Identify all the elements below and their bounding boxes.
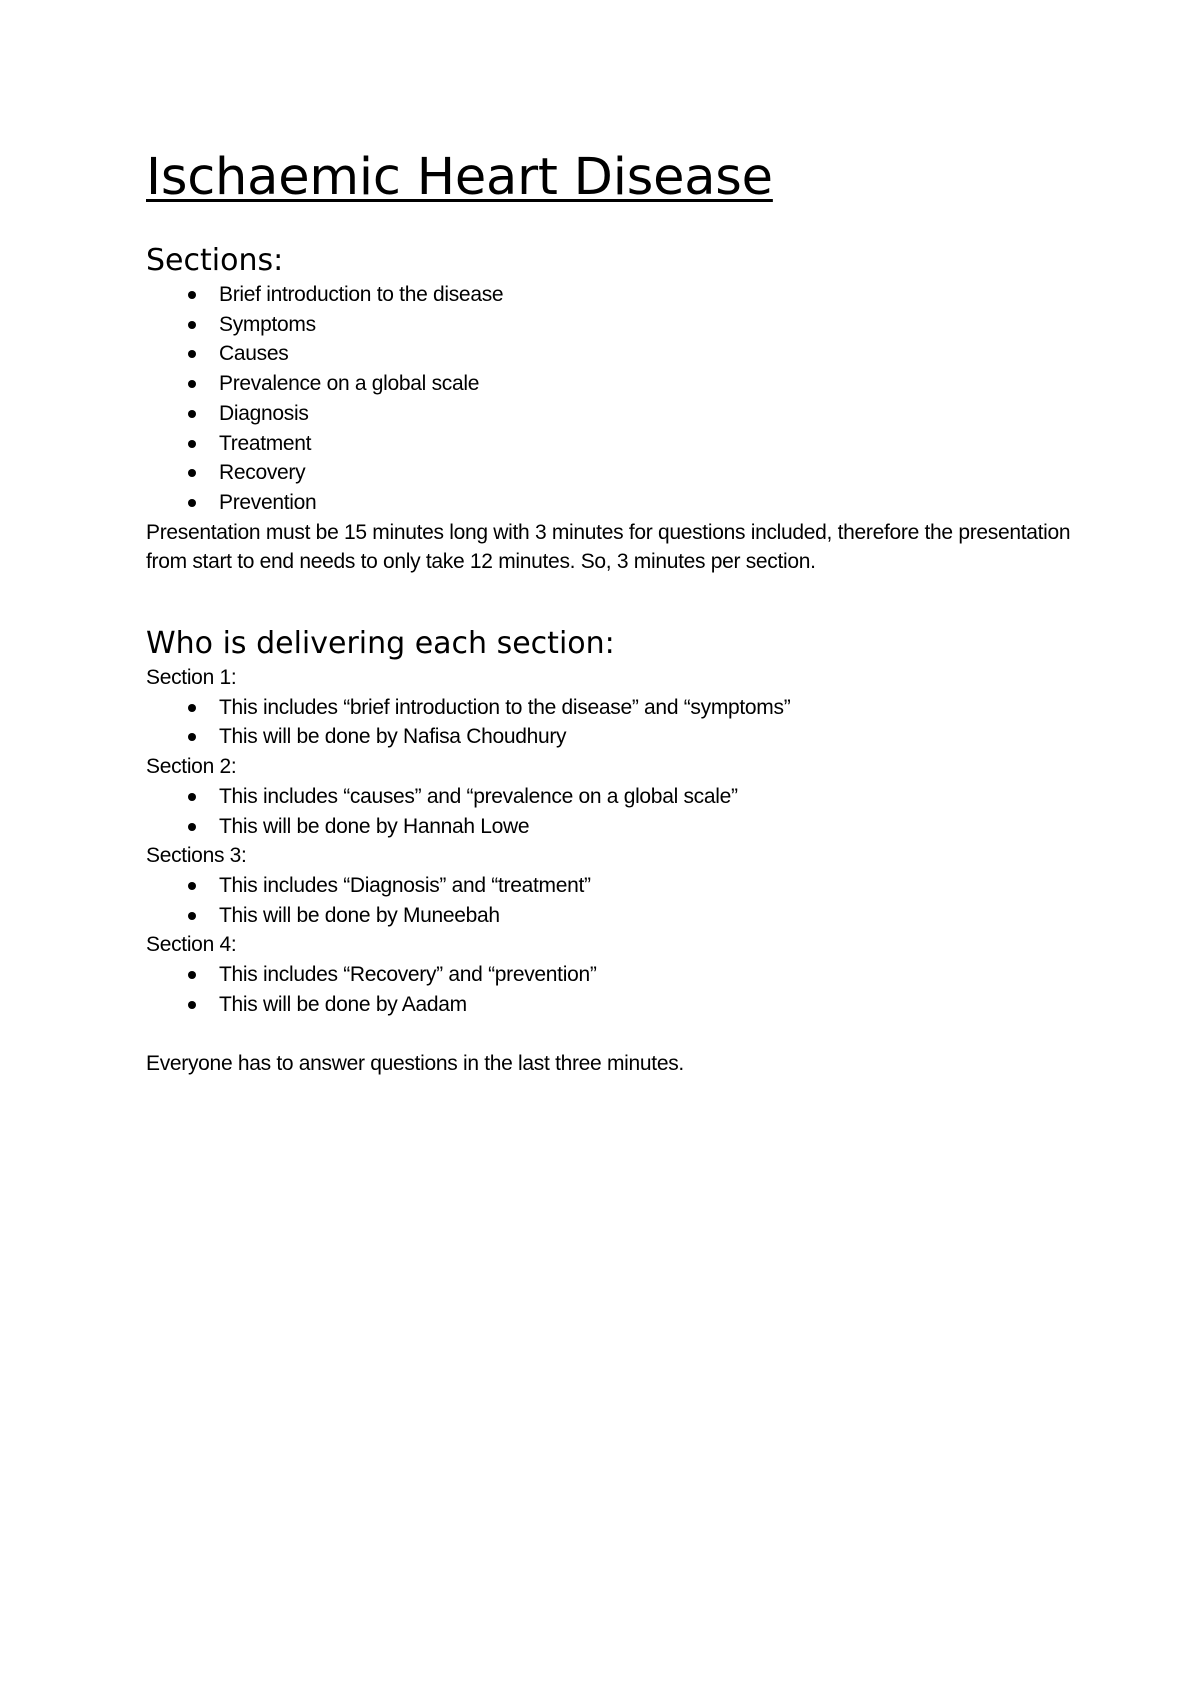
list-item <box>146 960 1076 990</box>
bullet-icon <box>188 469 196 477</box>
list-item <box>146 280 1076 310</box>
section-2-list <box>146 782 1076 841</box>
document-title: Ischaemic Heart Disease <box>146 148 773 207</box>
bullet-icon <box>188 882 196 890</box>
list-item-text: Recovery <box>219 461 306 485</box>
bullet-icon <box>188 912 196 920</box>
list-item <box>146 693 1076 723</box>
list-item <box>146 339 1076 369</box>
list-item-text: This will be done by Muneebah <box>219 903 500 927</box>
sections-list <box>146 280 1076 518</box>
list-item-text: This includes “causes” and “prevalence on a global scale” <box>219 784 738 808</box>
section-3-list <box>146 871 1076 930</box>
section-1-label: Section 1: <box>146 666 237 690</box>
section-1-list <box>146 693 1076 752</box>
bullet-icon <box>188 350 196 358</box>
presentation-note: Presentation must be 15 minutes long with 3 minutes for questions included, therefore the presentation from start to end needs to only take 12 minutes. So, 3 minutes per section. <box>146 520 1071 574</box>
who-heading: Who is delivering each section: <box>146 626 615 662</box>
list-item <box>146 458 1076 488</box>
list-item-text: This includes “Diagnosis” and “treatment” <box>219 873 591 897</box>
list-item-text: Symptoms <box>219 312 316 336</box>
list-item <box>146 310 1076 340</box>
assignments <box>146 663 1076 1019</box>
bullet-icon <box>188 793 196 801</box>
list-item-text: Prevention <box>219 490 317 514</box>
closing-note: Everyone has to answer questions in the last three minutes. <box>146 1052 684 1076</box>
list-item <box>146 488 1076 518</box>
list-item <box>146 990 1076 1020</box>
bullet-icon <box>188 499 196 507</box>
list-item <box>146 722 1076 752</box>
list-item-text: Prevalence on a global scale <box>219 372 480 396</box>
list-item-text: This includes “brief introduction to the disease” and “symptoms” <box>219 695 791 719</box>
section-2-label: Section 2: <box>146 755 237 779</box>
bullet-icon <box>188 1001 196 1009</box>
list-item-text: Causes <box>219 342 289 366</box>
bullet-icon <box>188 733 196 741</box>
list-item-text: Brief introduction to the disease <box>219 283 504 306</box>
bullet-icon <box>188 971 196 979</box>
list-item-text: This will be done by Hannah Lowe <box>219 814 530 838</box>
list-item <box>146 901 1076 931</box>
section-3-label: Sections 3: <box>146 844 247 868</box>
section-4-label: Section 4: <box>146 933 237 957</box>
bullet-icon <box>188 704 196 712</box>
bullet-icon <box>188 321 196 329</box>
sections-heading: Sections: <box>146 243 284 278</box>
section-4-list <box>146 960 1076 1019</box>
list-item-text: This includes “Recovery” and “prevention” <box>219 963 597 987</box>
bullet-icon <box>188 440 196 448</box>
list-item <box>146 429 1076 459</box>
bullet-icon <box>188 291 196 299</box>
list-item <box>146 399 1076 429</box>
bullet-icon <box>188 823 196 831</box>
bullet-icon <box>188 410 196 418</box>
list-item-text: Diagnosis <box>219 401 309 425</box>
list-item-text: This will be done by Nafisa Choudhury <box>219 725 567 749</box>
document-content <box>146 148 1076 1079</box>
bullet-icon <box>188 380 196 388</box>
list-item-text: This will be done by Aadam <box>219 992 467 1016</box>
list-item <box>146 812 1076 842</box>
list-item-text: Treatment <box>219 431 312 455</box>
list-item <box>146 782 1076 812</box>
list-item <box>146 369 1076 399</box>
list-item <box>146 871 1076 901</box>
